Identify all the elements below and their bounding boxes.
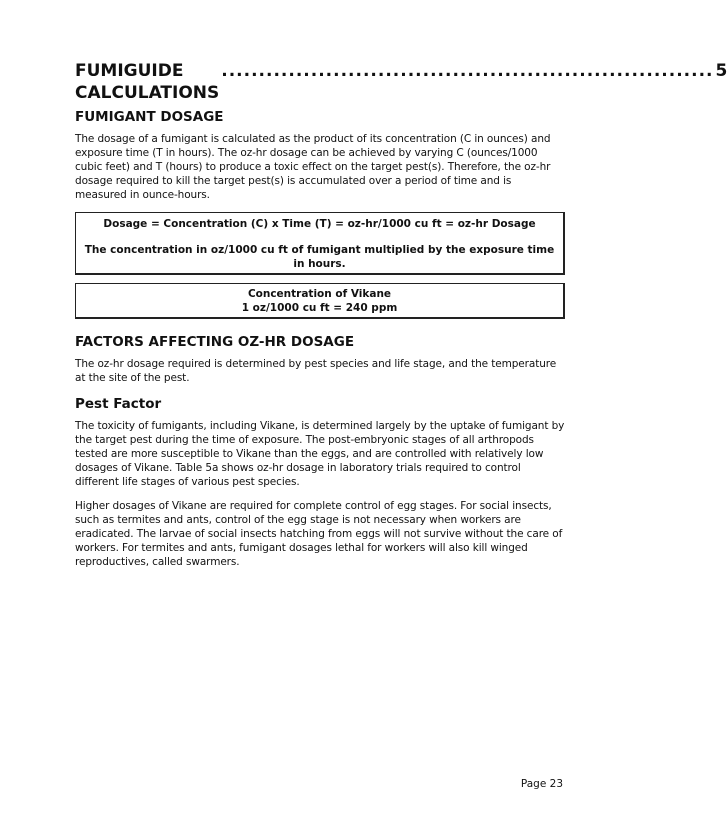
heading-pest-factor: Pest Factor	[75, 396, 162, 412]
chapter-number: 5	[715, 61, 727, 81]
chapter-title: FUMIGUIDE CALCULATIONS	[75, 61, 220, 103]
chapter-heading	[75, 60, 727, 104]
paragraph-pest-factor-1: The toxicity of fumigants, including Vikane, is determined largely by the uptake of fumigant by the target pest during the time of exposure. The post-embryonic stages of all arthropods tested are more susceptible to Vikane than the eggs, and are controlled with relatively low dosages of Vikane. Table 5a shows oz-hr dosage in laboratory trials required to control different life stages of various pest species.	[75, 420, 565, 488]
paragraph-pest-factor-2: Higher dosages of Vikane are required for complete control of egg stages. For social insects, such as termites and ants, control of the egg stage is not necessary when workers are eradicated. The larvae of social insects hatching from eggs will not survive without the care of workers. For termites and ants, fumigant dosages lethal for workers will also kill winged reproductives, called swarmers.	[75, 500, 563, 568]
page-number: Page 23	[520, 778, 563, 790]
document-page	[75, 60, 727, 579]
heading-factors: FACTORS AFFECTING OZ-HR DOSAGE	[75, 334, 355, 350]
concentration-box	[75, 283, 565, 319]
formula-explanation: The concentration in oz/1000 cu ft of fumigant multiplied by the exposure time in hours.	[84, 244, 555, 270]
concentration-value: 1 oz/1000 cu ft = 240 ppm	[241, 302, 398, 314]
formula-equation: Dosage = Concentration (C) x Time (T) = oz-hr/1000 cu ft = oz-hr Dosage	[103, 218, 536, 230]
formula-box	[75, 212, 565, 275]
paragraph-fumigant-dosage: The dosage of a fumigant is calculated as the product of its concentration (C in ounces) and exposure time (T in hours). The oz-hr dosage can be achieved by varying C (ounces/1000 cubic feet) and T (hours) to produce a toxic effect on the target pest(s). Therefore, the oz-hr dosage required to kill the target pest(s) is accumulated over a period of time and is measured in ounce-hours.	[75, 133, 551, 201]
paragraph-factors: The oz-hr dosage required is determined by pest species and life stage, and the temperature at the site of the pest.	[75, 358, 557, 384]
concentration-title: Concentration of Vikane	[247, 288, 392, 300]
chapter-leader-dots: ..................................................................	[221, 61, 714, 81]
heading-fumigant-dosage: FUMIGANT DOSAGE	[75, 109, 224, 125]
